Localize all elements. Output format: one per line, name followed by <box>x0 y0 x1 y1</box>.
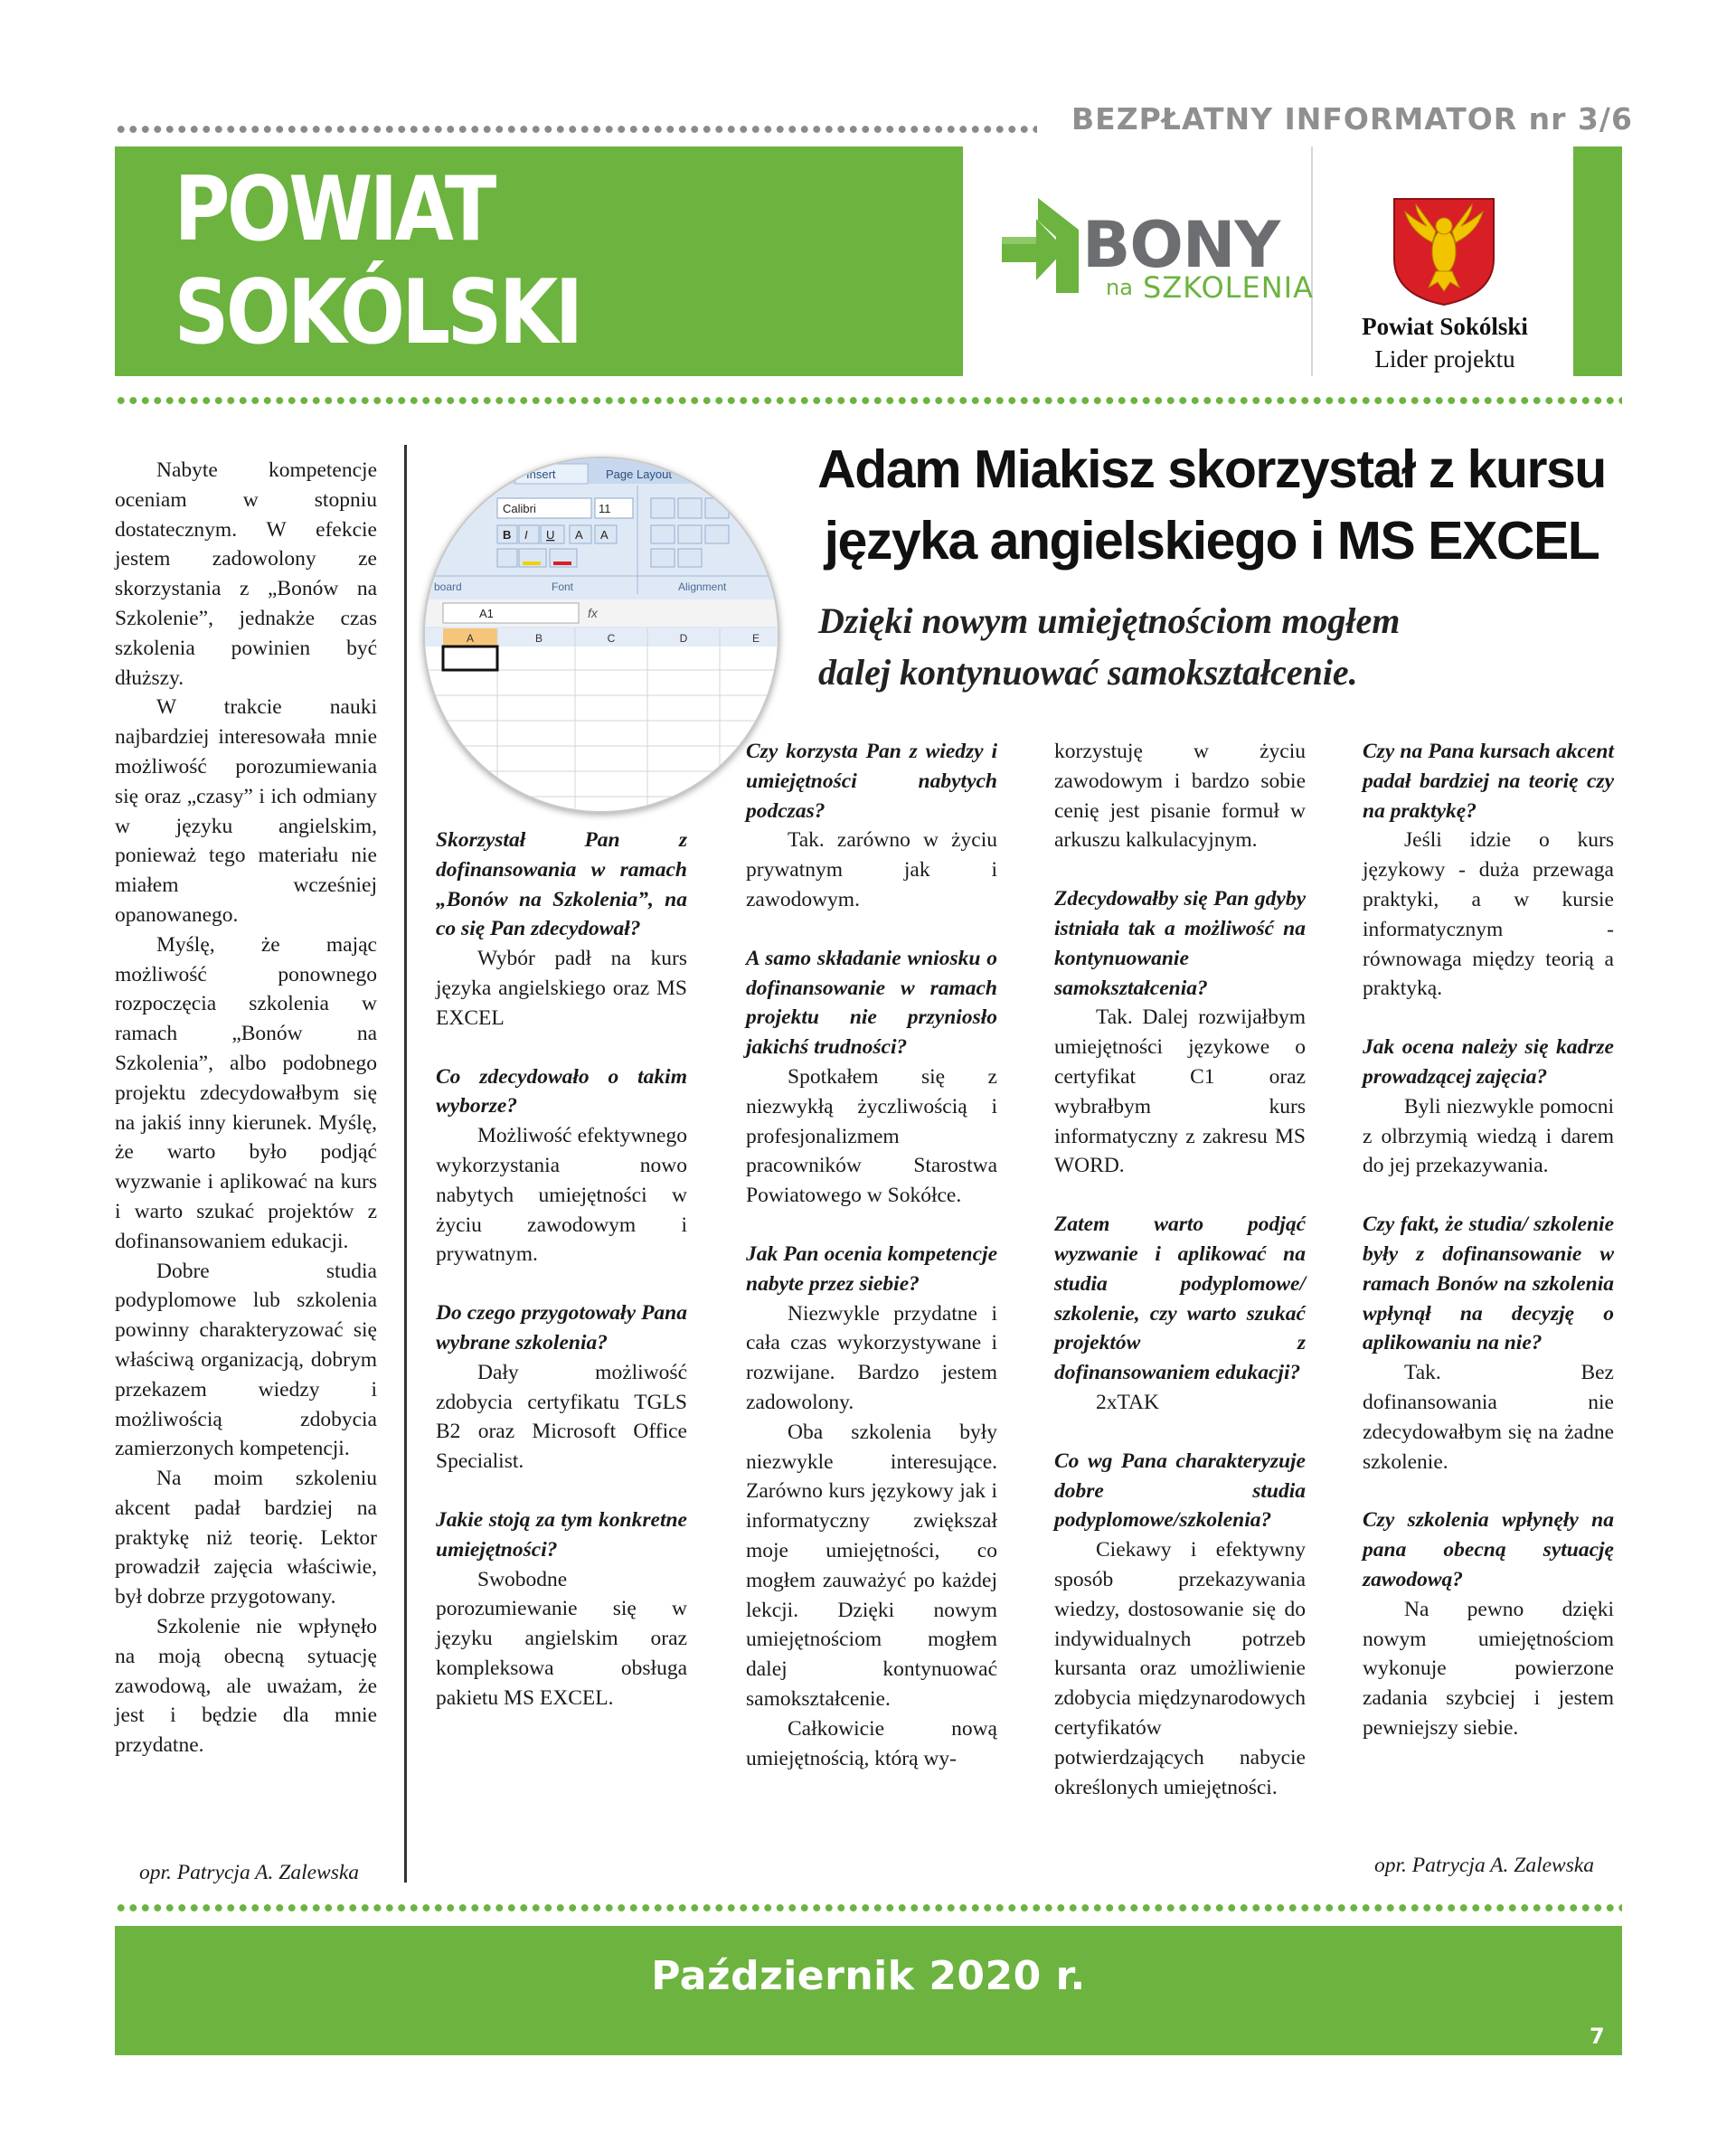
interview-answer: Swobodne porozumiewanie się w języku angielskim oraz kompleksowa obsługa pakietu MS EXCEL. <box>436 1567 687 1710</box>
interview-answer: Tak. Bez dofinansowania nie zdecydowałbym się na żadne szkolenie. <box>1363 1361 1614 1474</box>
excel-font-size: 11 <box>599 502 611 515</box>
svg-text:U: U <box>546 528 555 542</box>
article-column-4 <box>1054 737 1306 1802</box>
footer-dotted-rule <box>115 1903 1622 1912</box>
paragraph: Dobre studia podyplomowe lub szkolenia powinny charakteryzować się właściwą organizacją, dobrym przekazem wiedzy i możliwością zdobycia zamierzonych kompetencji. <box>115 1259 377 1461</box>
logo-divider <box>1311 146 1313 376</box>
lead-line-2: dalej kontynuować samokształcenie. <box>818 652 1358 693</box>
interview-answer: Spotkałem się z niezwykłą życzliwością i profesjonalizmem pracowników Starostwa Powiatowego w Sokółce. <box>746 1064 997 1208</box>
excel-cell-ref: A1 <box>479 607 494 620</box>
interview-question: Czy fakt, że studia/ szkolenie były z dofinansowanie w ramach Bonów na szkolenia wpłynął na decyzję o aplikowaniu na nie? <box>1363 1213 1614 1355</box>
interview-answer: Na pewno dzięki nowym umiejętnościom wykonuje powierzone zadania szybciej i jestem pewniejszy siebie. <box>1363 1597 1614 1740</box>
interview-question: Zdecydowałby się Pan gdyby istniała tak a możliwość na kontynuowanie samokształcenia? <box>1054 887 1306 1000</box>
interview-question: Czy szkolenia wpłynęły na pana obecną sytuację zawodową? <box>1363 1508 1614 1591</box>
header-green-band-right <box>1573 146 1622 376</box>
page-title: POWIAT SOKÓLSKI <box>174 158 580 364</box>
column-5-signature: opr. Patrycja A. Zalewska <box>1374 1854 1595 1877</box>
excel-column-a: A <box>466 632 475 645</box>
excel-group-font: Font <box>552 580 574 593</box>
interview-question: Jakie stoją za tym konkretne umiejętności? <box>436 1507 687 1562</box>
bony-logo-na: na <box>1106 275 1133 300</box>
excel-column-b: B <box>534 632 543 645</box>
paragraph: Szkolenie nie wpłynęło na moją obecną sytuację zawodową, ale uważam, że jest i będzie dla mnie przydatne. <box>115 1615 377 1758</box>
interview-answer: Tak. Dalej rozwijałbym umiejętności językowe o certyfikat C1 oraz wybrałbym kurs informatyczny z zakresu MS WORD. <box>1054 1005 1306 1178</box>
article-column-5 <box>1363 737 1614 1743</box>
footer-date: Październik 2020 r. <box>651 1953 1086 1999</box>
article-headline <box>796 434 1628 577</box>
lead-line-1: Dzięki nowym umiejętnościom mogłem <box>818 600 1401 641</box>
house-arrow-icon <box>993 193 1083 302</box>
article-column-1 <box>115 456 377 1760</box>
excel-fx: fx <box>588 606 598 620</box>
paragraph: Nabyte kompetencje oceniam w stopniu dostatecznym. W efekcie jestem zadowolony ze skorzystania z „Bonów na Szkolenie”, jednakże czas szkolenia powinien być dłuższy. <box>115 458 377 690</box>
interview-answer: Jeśli idzie o kurs językowy - duża przewaga praktyki, a w kursie informatycznym - równowaga między teorią a praktyką. <box>1363 828 1614 1001</box>
issue-label: BEZPŁATNY INFORMATOR nr 3/6 <box>1071 101 1633 137</box>
svg-text:I: I <box>524 528 528 542</box>
page-number: 7 <box>1590 2024 1605 2049</box>
svg-text:A: A <box>600 528 609 542</box>
interview-question: Jak ocena należy się kadrze prowadzącej zajęcia? <box>1363 1035 1614 1089</box>
interview-answer: korzystuję w życiu zawodowym i bardzo sobie cenię jest pisanie formuł w arkuszu kalkulacyjnym. <box>1054 740 1306 853</box>
article-lead <box>818 595 1505 698</box>
excel-column-d: D <box>679 632 688 645</box>
top-dotted-rule <box>115 125 1037 134</box>
interview-answer: Całkowicie nową umiejętnością, którą wy- <box>746 1716 997 1770</box>
interview-question: Jak Pan ocenia kompetencje nabyte przez siebie? <box>746 1241 997 1296</box>
svg-text:A: A <box>575 528 583 542</box>
svg-text:B: B <box>503 528 512 542</box>
interview-answer: Tak. zarówno w życiu prywatnym jak i zawodowym. <box>746 828 997 911</box>
interview-question: Co wg Pana charakteryzuje dobre studia podyplomowe/szkolenia? <box>1054 1449 1306 1533</box>
interview-answer: Możliwość efektywnego wykorzystania nowo nabytych umiejętności w życiu zawodowym i prywatnym. <box>436 1124 687 1267</box>
interview-question: Zatem warto podjąć wyzwanie i aplikować na studia podyplomowe/ szkolenie, czy warto szukać projektów z dofinansowaniem edukacji? <box>1054 1213 1306 1385</box>
column-1-signature: opr. Patrycja A. Zalewska <box>139 1861 360 1884</box>
paragraph: Na moim szkoleniu akcent padał bardziej na praktykę niż teorię. Lektor prowadził zajęcia właściwie, był dobrze przygotowany. <box>115 1467 377 1609</box>
header-dotted-rule <box>115 396 1622 405</box>
article-column-3 <box>746 737 997 1773</box>
excel-column-c: C <box>607 632 616 645</box>
excel-group-clipboard: board <box>434 580 462 593</box>
interview-answer: Ciekawy i efektywny sposób przekazywania wiedzy, dostosowanie się do indywidualnych potrzeb kursanta oraz umożliwienie zdobycia międzynarodowych certyfikatów potwierdzających nabycie określonych umiejętności. <box>1054 1538 1306 1799</box>
interview-question: Co zdecydowało o takim wyborze? <box>436 1064 687 1118</box>
interview-question: Do czego przygotowały Pana wybrane szkolenia? <box>436 1301 687 1354</box>
excel-tab-page-layout: Page Layout <box>606 467 673 481</box>
interview-question: Czy korzysta Pan z wiedzy i umiejętności nabytych podczas? <box>746 740 997 823</box>
interview-question: A samo składanie wniosku o dofinansowanie w ramach projektu nie przyniosło jakichś trudności? <box>746 946 997 1060</box>
article-column-2 <box>436 826 687 1713</box>
headline-line-1: Adam Miakisz skorzystał z kursu <box>817 439 1606 499</box>
interview-answer: Byli niezwykle pomocni z olbrzymią wiedzą i darem do jej przekazywania. <box>1363 1094 1614 1178</box>
excel-column-e: E <box>751 632 760 645</box>
interview-question: Skorzystał Pan z dofinansowania w ramach „Bonów na Szkolenia”, na co się Pan zdecydował? <box>436 828 687 941</box>
interview-answer: Wybór padł na kurs języka angielskiego oraz MS EXCEL <box>436 947 687 1030</box>
headline-line-2: języka angielskiego i MS EXCEL <box>824 511 1599 571</box>
excel-tab-insert: Insert <box>526 467 556 481</box>
bony-logo-szkolenia: SZKOLENIA <box>1143 270 1314 305</box>
excel-group-alignment: Alignment <box>678 580 727 593</box>
bony-logo-word: BONY <box>1082 208 1280 282</box>
eagle-coat-of-arms-icon <box>1391 195 1497 307</box>
interview-question: Czy na Pana kursach akcent padał bardziej na teorię czy na praktykę? <box>1363 740 1614 823</box>
interview-answer: Niezwykle przydatne i cała czas wykorzystywane i rozwijane. Bardzo jestem zadowolony. <box>746 1301 997 1414</box>
interview-answer: Oba szkolenia były niezwykle interesujące. Zarówno kurs językowy jak i informatyczny zwiększał moje umiejętności, co mogłem zauważyć po każdej lekcji. Dzięki nowym umiejętnościom mogłem dalej kontynuować samokształcenie. <box>746 1420 997 1711</box>
column-divider <box>404 445 407 1883</box>
lider-role: Lider projektu <box>1374 345 1515 373</box>
paragraph: W trakcie nauki najbardziej interesowała mnie możliwość porozumiewania się oraz „czasy” i ich odmiany w języku angielskim, ponieważ tego materiału nie miałem wcześniej opanowanego. <box>115 695 377 927</box>
excel-font-name: Calibri <box>503 502 536 515</box>
excel-spreadsheet-image <box>423 457 779 813</box>
interview-answer: 2xTAK <box>1096 1390 1159 1414</box>
paragraph: Myślę, że mając możliwość ponownego rozpoczęcia szkolenia w ramach „Bonów na Szkolenia”, albo podobnego projektu zdecydowałbym się na jakiś inny kierunek. Myślę, że warto było podjąć wyzwanie i aplikować na kurs i warto szukać projektów z dofinansowaniem edukacji. <box>115 932 377 1253</box>
lider-name: Powiat Sokólski <box>1362 313 1528 340</box>
interview-answer: Dały możliwość zdobycia certyfikatu TGLS B2 oraz Microsoft Office Specialist. <box>436 1360 687 1474</box>
